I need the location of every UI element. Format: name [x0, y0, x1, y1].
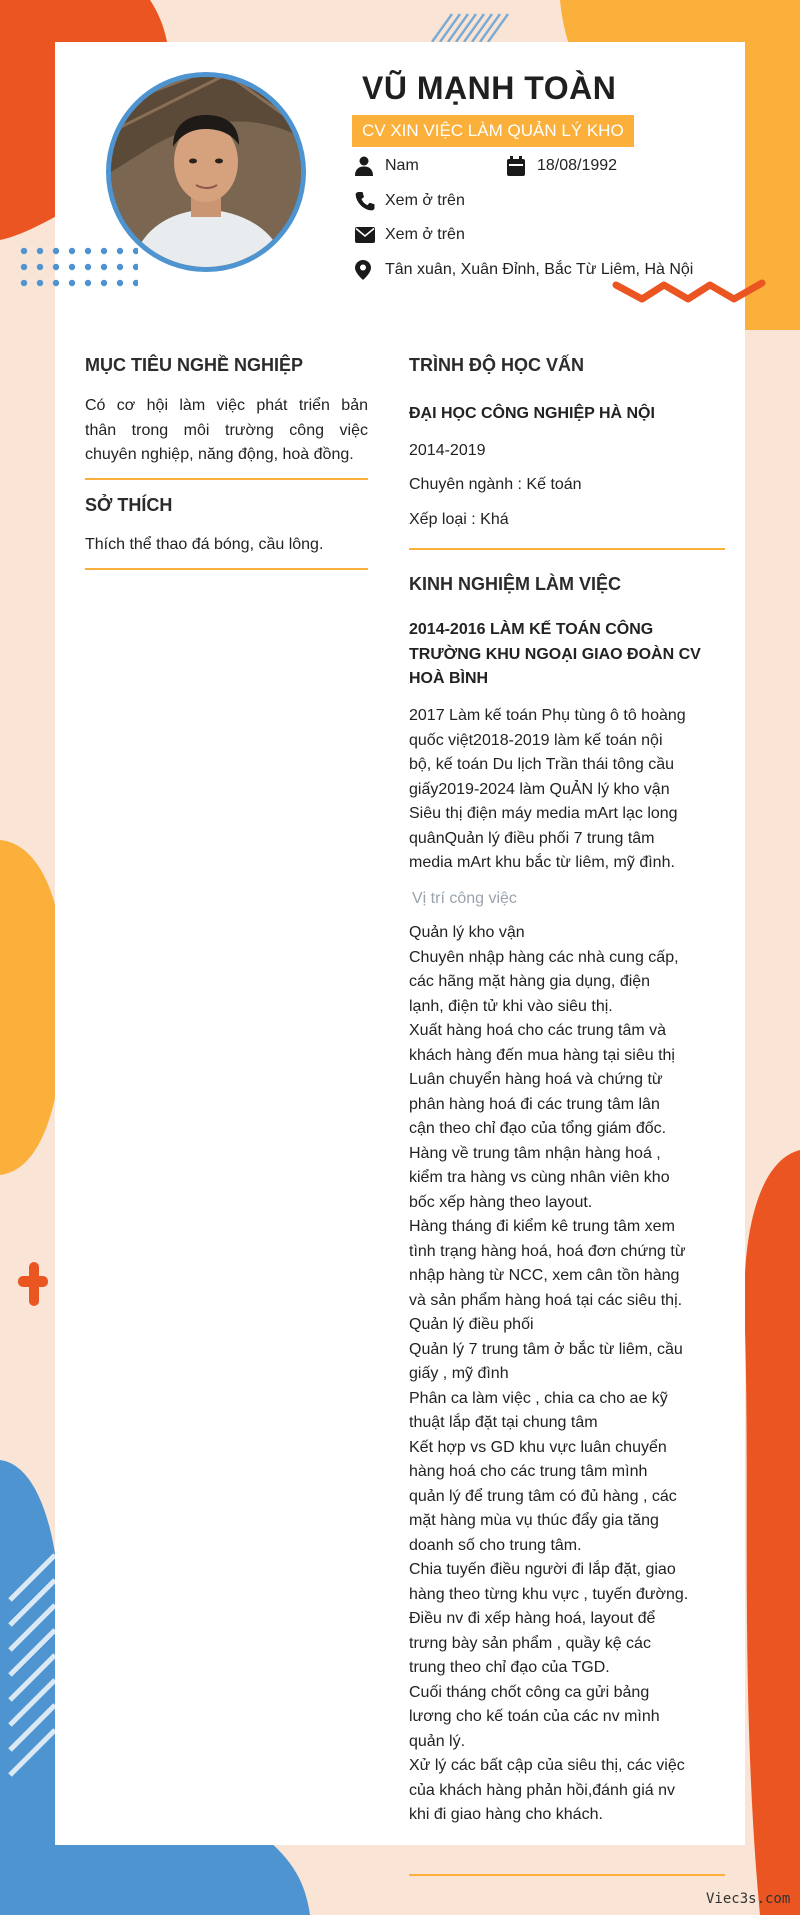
detail-line: Xuất hàng hoá cho các trung tâm và: [409, 1022, 667, 1039]
summary-line: quốc việt2018-2019 làm kế toán nội: [409, 731, 663, 749]
birthdate-value: 18/08/1992: [537, 157, 618, 174]
detail-line: doanh số cho trung tâm.: [409, 1536, 582, 1554]
location-icon: [355, 260, 371, 280]
detail-line: hàng theo từng khu vực , tuyến đường.: [409, 1585, 689, 1603]
detail-line: lạnh, điện tử khi vào siêu thị.: [409, 997, 613, 1015]
school-name: ĐẠI HỌC CÔNG NGHIỆP HÀ NỘI: [409, 405, 655, 422]
phone-row: [355, 191, 555, 215]
birthdate-row: [507, 156, 657, 180]
phone-value: Xem ở trên: [385, 192, 465, 209]
job-details: [409, 921, 688, 1828]
detail-line: các hãng mặt hàng gia dụng, điện: [409, 973, 651, 990]
summary-line: media mArt khu bắc từ liêm, mỹ đình.: [409, 854, 675, 871]
detail-line: Hàng về trung tâm nhận hàng hoá ,: [409, 1144, 661, 1162]
job-summary: [409, 704, 686, 876]
gender-row: [355, 156, 505, 180]
detail-line: phân hàng hoá đi các trung tâm lân: [409, 1095, 660, 1113]
objective-divider: [85, 478, 368, 480]
stripes-top: [432, 14, 508, 42]
gender-value: Nam: [385, 157, 419, 174]
detail-line: lương cho kế toán của các nv mình: [409, 1708, 660, 1725]
position-placeholder: Vị trí công việc: [412, 890, 517, 907]
experience-heading: KINH NGHIỆM LÀM VIỆC: [409, 574, 622, 594]
detail-line: khách hàng đến mua hàng tại siêu thị: [409, 1046, 675, 1064]
detail-line: mặt hàng mùa vụ thúc đẩy gia tăng: [409, 1512, 659, 1529]
detail-line: nhập hàng từ NCC, xem cân tồn hàng: [409, 1267, 680, 1284]
candidate-name: VŨ MẠNH TOÀN: [362, 70, 617, 106]
avatar: [106, 72, 306, 272]
mail-icon: [355, 227, 375, 243]
hobby-divider: [85, 568, 368, 570]
detail-line: thuật lắp đặt tại chung tâm: [409, 1414, 598, 1431]
detail-line: kiểm tra hàng vs cùng nhân viên kho: [409, 1169, 670, 1186]
detail-line: và sản phẩm hàng hoá tại các siêu thị.: [409, 1291, 683, 1309]
objective-line: Có cơ hội làm việc phát triển bản: [85, 397, 368, 414]
job-heading-line: TRƯỜNG KHU NGOẠI GIAO ĐOÀN CV: [409, 645, 701, 663]
address-row: [355, 260, 715, 284]
detail-line: hàng hoá cho các trung tâm mình: [409, 1463, 648, 1480]
detail-line: Quản lý 7 trung tâm ở bắc từ liêm, cầu: [409, 1340, 683, 1358]
summary-line: bộ, kế toán Du lịch Trần thái tông cầu: [409, 756, 675, 773]
hobby-heading: SỞ THÍCH: [85, 495, 173, 515]
detail-line: Chia tuyến điều người đi lắp đặt, giao: [409, 1561, 676, 1578]
job-title-badge: CV XIN VIỆC LÀM QUẢN LÝ KHO: [352, 115, 634, 147]
education-rank: Xếp loại : Khá: [409, 511, 509, 528]
detail-line: tình trạng hàng hoá, hoá đơn chứng từ: [409, 1242, 686, 1260]
detail-line: quản lý để trung tâm có đủ hàng , các: [409, 1487, 677, 1505]
orange-blob-bottom-right: [744, 1150, 800, 1915]
education-divider: [409, 548, 725, 550]
phone-icon: [355, 191, 375, 211]
detail-line: cận theo chỉ đạo của tổng giám đốc.: [409, 1120, 667, 1137]
plus-decoration: [18, 1262, 48, 1306]
objective-heading: MỤC TIÊU NGHỀ NGHIỆP: [85, 355, 304, 375]
education-major: Chuyên ngành : Kế toán: [409, 476, 582, 493]
job-heading-line: 2014-2016 LÀM KẾ TOÁN CÔNG: [409, 621, 654, 638]
education-heading: TRÌNH ĐỘ HỌC VẤN: [409, 355, 584, 375]
detail-line: quản lý.: [409, 1732, 466, 1750]
detail-line: Quản lý kho vận: [409, 924, 525, 941]
detail-line: Xử lý các bất cập của siêu thị, các việc: [409, 1757, 685, 1774]
detail-line: Quản lý điều phối: [409, 1316, 534, 1333]
detail-line: Luân chuyển hàng hoá và chứng từ: [409, 1071, 663, 1088]
detail-line: bốc xếp hàng theo layout.: [409, 1193, 593, 1211]
user-icon: [355, 156, 373, 176]
summary-line: quânQuản lý điều phối 7 trung tâm: [409, 829, 655, 847]
detail-line: Chuyên nhập hàng các nhà cung cấp,: [409, 948, 679, 966]
calendar-icon: [507, 156, 525, 176]
detail-line: Hàng tháng đi kiểm kê trung tâm xem: [409, 1218, 675, 1235]
detail-line: Phân ca làm việc , chia ca cho ae kỹ: [409, 1389, 668, 1407]
summary-line: giấy2019-2024 làm QuẢN lý kho vận: [409, 780, 670, 798]
detail-line: Điều nv đi xếp hàng hoá, layout để: [409, 1610, 656, 1627]
job-heading: [409, 618, 701, 692]
detail-line: của khách hàng phản hồi,đánh giá nv: [409, 1781, 675, 1799]
objective-text: [85, 394, 368, 468]
summary-line: 2017 Làm kế toán Phụ tùng ô tô hoàng: [409, 707, 686, 724]
email-row: [355, 225, 555, 249]
objective-line: chuyên nghiệp, năng động, hoà đồng.: [85, 446, 354, 463]
address-value: Tân xuân, Xuân Đỉnh, Bắc Từ Liêm, Hà Nội: [385, 261, 694, 278]
summary-line: Siêu thị điện máy media mArt lạc long: [409, 805, 678, 822]
watermark: Viec3s.com: [706, 1891, 791, 1907]
hobby-text: Thích thể thao đá bóng, cầu lông.: [85, 536, 324, 553]
dot-grid-decoration: [18, 245, 138, 295]
detail-line: trưng bày sản phẩm , quầy kệ các: [409, 1634, 651, 1652]
detail-line: Kết hợp vs GD khu vực luân chuyển: [409, 1438, 667, 1456]
detail-line: trung theo chỉ đạo của TGD.: [409, 1659, 610, 1676]
education-years: 2014-2019: [409, 442, 486, 459]
job-heading-line: HOÀ BÌNH: [409, 670, 489, 687]
experience-divider: [409, 1874, 725, 1876]
detail-line: Cuối tháng chốt công ca gửi bảng: [409, 1683, 650, 1701]
objective-line: thân trong môi trường công việc: [85, 421, 368, 439]
email-value: Xem ở trên: [385, 226, 465, 243]
detail-line: khi đi giao hàng cho khách.: [409, 1806, 603, 1823]
detail-line: giấy , mỹ đình: [409, 1365, 509, 1382]
